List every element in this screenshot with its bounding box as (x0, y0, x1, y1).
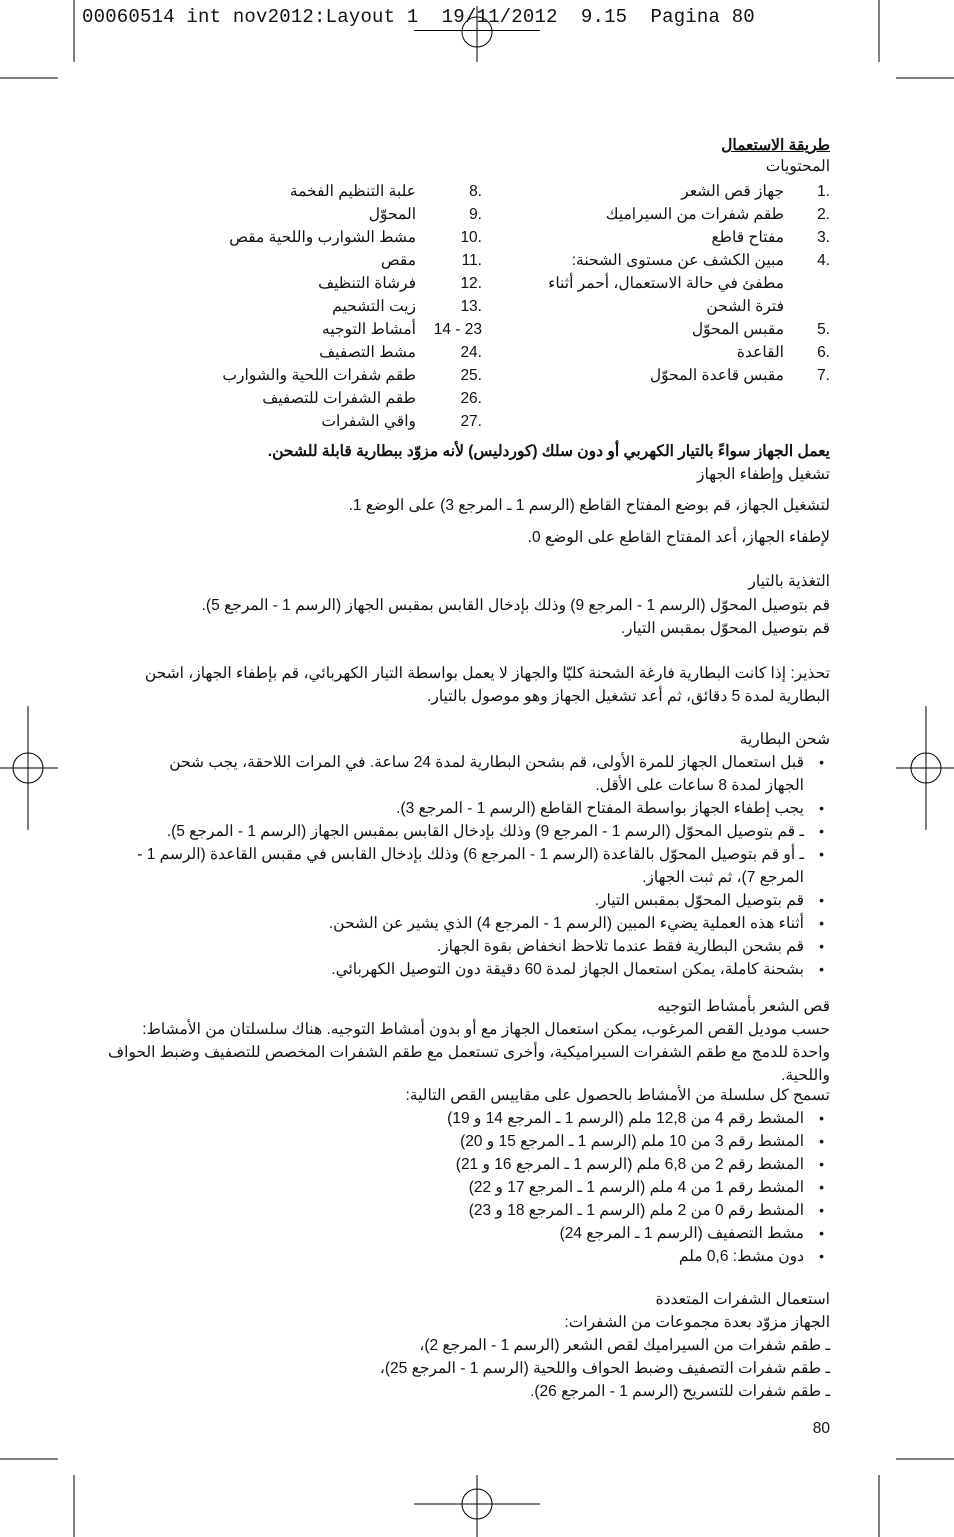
list-item: 1. جهاز قص الشعر (681, 183, 830, 200)
list-item: 12. فرشاة التنظيف (318, 275, 482, 292)
registration-mark-bottom (414, 1475, 540, 1537)
list-item: • ـ قم بتوصيل المحوّل (الرسم 1 - المرجع 9) وذلك بإدخال القابس بمقبس الجهاز (الرسم 1 - المرجع 5). (130, 820, 830, 843)
warning-line-1: تحذير: إذا كانت البطارية فارغة الشحنة كليّا والجهاز لا يعمل بواسطة التيار الكهربائي، قم بإطفاء الجهاز، اشحن (144, 665, 830, 682)
contents-right-column (548, 180, 830, 387)
print-slug: 00060514 int nov2012:Layout 1 19/11/2012 9.15 Pagina 80 (82, 6, 755, 28)
guides-intro: تسمح كل سلسلة من الأمشاط بالحصول على مقاييس القص التالية: (405, 1087, 830, 1104)
power-line-2: قم بتوصيل المحوّل بمقبس التيار. (620, 620, 830, 637)
switch-off-text: لإطفاء الجهاز، أعد المفتاح القاطع على الوضع 0. (527, 529, 830, 546)
list-item: • مشط التصفيف (الرسم 1 ـ المرجع 24) (330, 1222, 830, 1245)
list-item: 3. مفتاح قاطع (711, 229, 830, 246)
comb-sizes-list (330, 1107, 830, 1268)
switch-on-text: لتشغيل الجهاز، قم بوضع المفتاح القاطع (الرسم 1 ـ المرجع 3) على الوضع 1. (348, 497, 830, 514)
list-item: فترة الشحن (706, 298, 784, 315)
list-item: 25. طقم شفرات اللحية والشوارب (222, 367, 482, 384)
warning-line-2: البطارية لمدة 5 دقائق، ثم أعد تشغيل الجهاز وهو موصول بالتيار. (427, 688, 830, 705)
cordless-note: يعمل الجهاز سواءً بالتيار الكهربي أو دون سلك (كوردليس) لأنه مزوّد ببطارية قابلة للشحن. (267, 443, 830, 460)
blade-set-line: ـ طقم شفرات التصفيف وضبط الحواف واللحية (الرسم 1 - المرجع 25)، (379, 1360, 830, 1377)
charging-title: شحن البطارية (739, 731, 830, 748)
list-item: • المشط رقم 0 من 2 ملم (الرسم 1 ـ المرجع 18 و 23) (330, 1199, 830, 1222)
blade-set-line: ـ طقم شفرات من السيراميك لقص الشعر (الرسم 1 - المرجع 2)، (419, 1337, 830, 1354)
list-item: • دون مشط: 0,6 ملم (330, 1245, 830, 1268)
list-item: • المشط رقم 2 من 6,8 ملم (الرسم 1 ـ المرجع 16 و 21) (330, 1153, 830, 1176)
list-item: 6. القاعدة (736, 344, 830, 361)
blades-title: استعمال الشفرات المتعددة (655, 1291, 830, 1308)
contents-left-column (222, 180, 482, 433)
registration-mark-right (896, 706, 954, 830)
list-item: • أثناء هذه العملية يضيء المبين (الرسم 1 - المرجع 4) الذي يشير عن الشحن. (130, 912, 830, 935)
list-item: • قبل استعمال الجهاز للمرة الأولى، قم بشحن البطارية لمدة 24 ساعة. في المرات اللاحقة، يجب شحن الجهاز لمدة 8 ساعات على الأقل. (130, 751, 830, 797)
list-item: 26. طقم الشفرات للتصفيف (262, 390, 482, 407)
guides-para-2: واحدة للدمج مع طقم الشفرات السيراميكية، وأخرى تستعمل مع طقم الشفرات المخصص للتصفيف وضبط الحواف (108, 1044, 830, 1061)
list-item: • يجب إطفاء الجهاز بواسطة المفتاح القاطع (الرسم 1 - المرجع 3). (130, 797, 830, 820)
power-line-1: قم بتوصيل المحوّل (الرسم 1 - المرجع 9) وذلك بإدخال القابس بمقبس الجهاز (الرسم 1 - المرجع 5). (201, 597, 830, 614)
list-item: مطفئ في حالة الاستعمال، أحمر أثناء (548, 275, 784, 292)
list-item: 7. مقبس قاعدة المحوّل (649, 367, 830, 384)
list-item: 11. مقص (380, 252, 482, 269)
list-item: • قم بشحن البطارية فقط عندما تلاحظ انخفاض بقوة الجهاز. (130, 935, 830, 958)
list-item: 13. زيت التشحيم (332, 298, 482, 315)
section-heading: طريقة الاستعمال (721, 137, 830, 154)
blades-intro: الجهاز مزوّد بعدة مجموعات من الشفرات: (564, 1314, 830, 1331)
slug-underline (414, 30, 540, 31)
list-item: 2. طقم شفرات من السيراميك (605, 206, 830, 223)
list-item: • المشط رقم 3 من 10 ملم (الرسم 1 ـ المرجع 15 و 20) (330, 1130, 830, 1153)
contents-label: المحتويات (765, 158, 830, 175)
list-item: • بشحنة كاملة، يمكن استعمال الجهاز لمدة 60 دقيقة دون التوصيل الكهربائي. (130, 958, 830, 981)
list-item: • ـ أو قم بتوصيل المحوّل بالقاعدة (الرسم 1 - المرجع 6) وذلك بإدخال القابس في مقبس القاعدة (الرسم 1 - المرجع 7)، ثم ثبت الجهاز. (130, 843, 830, 889)
list-item: 27. واقي الشفرات (321, 413, 482, 430)
list-item: 5. مقبس المحوّل (691, 321, 830, 338)
guides-para-1: حسب موديل القص المرغوب، يمكن استعمال الجهاز مع أو بدون أمشاط التوجيه. هناك سلسلتان من الأمشاط: (142, 1021, 830, 1038)
page-number: 80 (812, 1420, 830, 1437)
list-item: • قم بتوصيل المحوّل بمقبس التيار. (130, 889, 830, 912)
list-item: • المشط رقم 4 من 12,8 ملم (الرسم 1 ـ المرجع 14 و 19) (330, 1107, 830, 1130)
blade-set-line: ـ طقم شفرات للتسريح (الرسم 1 - المرجع 26). (530, 1383, 830, 1400)
registration-mark-left (0, 706, 58, 830)
on-off-title: تشغيل وإطفاء الجهاز (696, 466, 830, 483)
list-item: 4. مبين الكشف عن مستوى الشحنة: (571, 252, 830, 269)
list-item: 8. علبة التنظيم الفخمة (289, 183, 482, 200)
guides-title: قص الشعر بأمشاط التوجيه (657, 998, 830, 1015)
power-title: التغذية بالتيار (748, 573, 830, 590)
list-item: 24. مشط التصفيف (319, 344, 482, 361)
list-item: 9. المحوّل (368, 206, 482, 223)
charging-list (130, 751, 830, 981)
list-item: 14 - 23 أمشاط التوجيه (321, 321, 482, 338)
list-item: • المشط رقم 1 من 4 ملم (الرسم 1 ـ المرجع 17 و 22) (330, 1176, 830, 1199)
list-item: 10. مشط الشوارب واللحية مقص (229, 229, 482, 246)
guides-para-3: واللحية. (781, 1067, 830, 1084)
